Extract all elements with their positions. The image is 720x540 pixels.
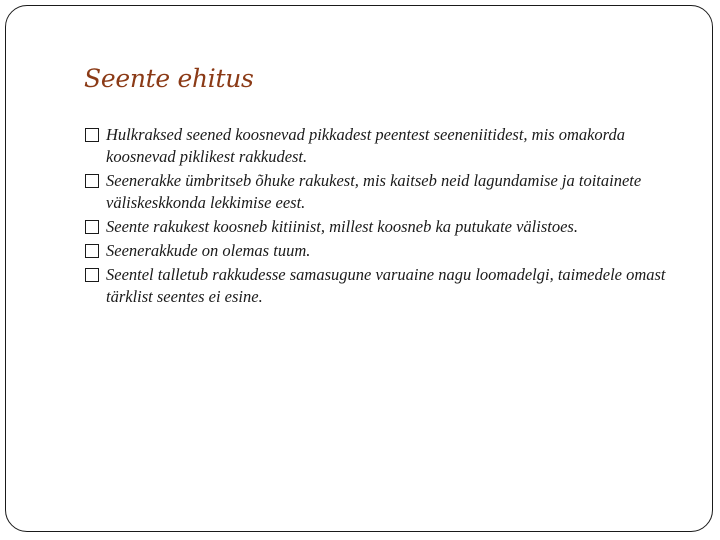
bullet-item: [84, 240, 694, 262]
bullet-box-icon: [85, 220, 99, 234]
bullet-item: [84, 216, 694, 238]
bullet-item: [84, 264, 694, 308]
bullet-list: [84, 124, 694, 310]
bullet-box-icon: [85, 268, 99, 282]
bullet-text: Seente rakukest koosneb kitiinist, millest koosneb ka putukate välistoes.: [106, 217, 578, 236]
bullet-text: Seentel talletub rakkudesse samasugune varuaine nagu loomadelgi, taimedele omast tärklist seentes ei esine.: [106, 265, 666, 306]
slide-frame: [5, 5, 713, 532]
bullet-text: Hulkraksed seened koosnevad pikkadest peentest seeneniitidest, mis omakorda koosnevad piklikest rakkudest.: [106, 125, 625, 166]
bullet-item: [84, 170, 694, 214]
bullet-box-icon: [85, 174, 99, 188]
bullet-box-icon: [85, 128, 99, 142]
bullet-item: [84, 124, 694, 168]
bullet-text: Seenerakke ümbritseb õhuke rakukest, mis kaitseb neid lagundamise ja toitainete väliskeskkonda lekkimise eest.: [106, 171, 642, 212]
slide-title: Seente ehitus: [84, 64, 254, 93]
bullet-box-icon: [85, 244, 99, 258]
bullet-text: Seenerakkude on olemas tuum.: [106, 241, 311, 260]
